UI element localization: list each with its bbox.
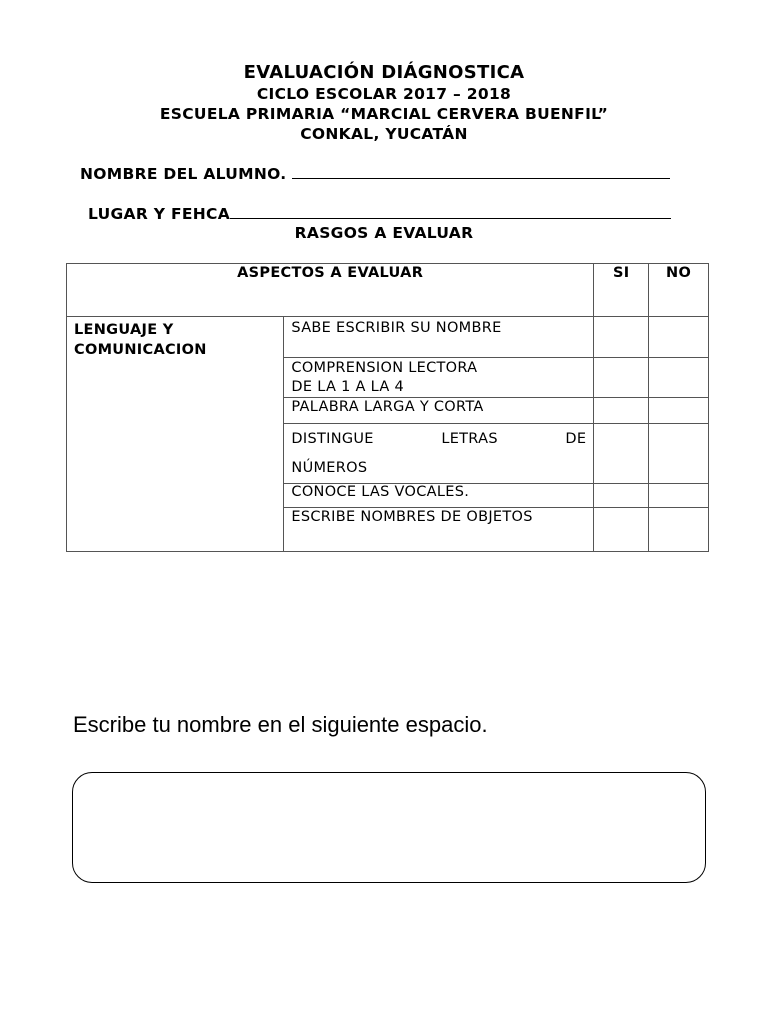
evaluation-table xyxy=(66,263,709,552)
yes-checkbox[interactable] xyxy=(594,508,649,552)
no-checkbox[interactable] xyxy=(649,484,709,508)
item-line: COMPRENSION LECTORA xyxy=(291,360,478,376)
yes-checkbox[interactable] xyxy=(594,424,649,484)
item-word: DE xyxy=(565,431,587,447)
no-header: NO xyxy=(649,264,709,317)
no-checkbox[interactable] xyxy=(649,424,709,484)
place-date-line xyxy=(88,203,671,223)
table-row xyxy=(67,317,709,358)
item-line: DE LA 1 A LA 4 xyxy=(291,379,405,395)
no-checkbox[interactable] xyxy=(649,358,709,398)
yes-checkbox[interactable] xyxy=(594,398,649,424)
student-name-label: NOMBRE DEL ALUMNO. xyxy=(80,165,287,183)
yes-header: SI xyxy=(594,264,649,317)
item-cell: ESCRIBE NOMBRES DE OBJETOS xyxy=(284,508,594,552)
school-cycle: CICLO ESCOLAR 2017 – 2018 xyxy=(256,85,512,103)
no-checkbox[interactable] xyxy=(649,317,709,358)
item-cell: CONOCE LAS VOCALES. xyxy=(284,484,594,508)
area-cell: LENGUAJE Y COMUNICACION xyxy=(67,317,284,552)
item-line: NÚMEROS xyxy=(291,460,368,476)
place-date-label: LUGAR Y FEHCA xyxy=(88,205,230,223)
yes-checkbox[interactable] xyxy=(594,317,649,358)
item-word: DISTINGUE xyxy=(291,431,374,447)
place-date-blank[interactable] xyxy=(230,203,671,219)
name-instruction: Escribe tu nombre en el siguiente espacio. xyxy=(73,712,488,737)
item-line xyxy=(291,425,586,454)
item-cell xyxy=(284,358,594,398)
yes-checkbox[interactable] xyxy=(594,358,649,398)
item-cell: SABE ESCRIBIR SU NOMBRE xyxy=(284,317,594,358)
no-checkbox[interactable] xyxy=(649,398,709,424)
school-name: ESCUELA PRIMARIA “MARCIAL CERVERA BUENFIL” xyxy=(159,105,609,123)
student-name-line xyxy=(80,163,670,183)
section-title: RASGOS A EVALUAR xyxy=(294,224,474,242)
aspects-header: ASPECTOS A EVALUAR xyxy=(67,264,594,317)
item-cell: PALABRA LARGA Y CORTA xyxy=(284,398,594,424)
document-title: EVALUACIÓN DIÁGNOSTICA xyxy=(243,62,525,83)
name-writing-box[interactable] xyxy=(72,772,706,883)
student-name-blank[interactable] xyxy=(292,163,670,179)
item-cell xyxy=(284,424,594,484)
yes-checkbox[interactable] xyxy=(594,484,649,508)
table-header-row xyxy=(67,264,709,317)
no-checkbox[interactable] xyxy=(649,508,709,552)
school-location: CONKAL, YUCATÁN xyxy=(300,125,468,143)
item-word: LETRAS xyxy=(441,431,498,447)
